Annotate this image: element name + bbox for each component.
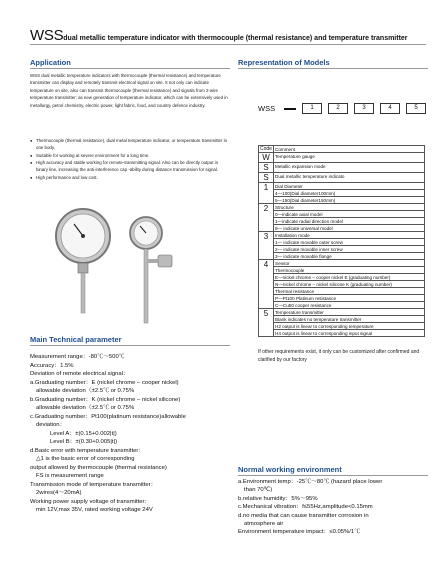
code-cell: W bbox=[259, 153, 274, 163]
technical-list bbox=[30, 353, 240, 515]
spec-line: d.no media that can cause transmitter corrosion in bbox=[238, 512, 369, 519]
table-row bbox=[259, 190, 425, 197]
feature-list bbox=[30, 138, 230, 183]
gauge-photo-universal bbox=[128, 213, 176, 325]
comment-cell: 1— indicate movable outer screw bbox=[274, 239, 425, 246]
table-row bbox=[259, 246, 425, 253]
code-cell: 3 bbox=[259, 232, 274, 260]
title-text: dual metallic temperature indicator with thermocouple (thermal resistance) and temperature transmitter bbox=[63, 35, 408, 42]
environment-heading: Normal working environment bbox=[238, 465, 342, 474]
table-row bbox=[259, 260, 425, 267]
comment-cell: Metallic expansion mode bbox=[274, 163, 425, 173]
spec-line: Environment temperature impact：≤0.05%/1℃ bbox=[238, 529, 361, 536]
table-row bbox=[259, 309, 425, 316]
comment-cell: Installation mode bbox=[274, 232, 425, 239]
spec-line: d.Basic error with temperature transmitter： bbox=[30, 447, 145, 454]
spec-line: Accuracy：1.5% bbox=[30, 362, 74, 369]
code-cell: 5 bbox=[259, 309, 274, 337]
table-row bbox=[259, 302, 425, 309]
table-row bbox=[259, 274, 425, 281]
model-box: 4 bbox=[380, 103, 400, 114]
spec-line: atmosphere air bbox=[244, 521, 284, 528]
table-header-row bbox=[259, 146, 425, 153]
feature-item: ● Suitable for working at severe environment for a long time. bbox=[30, 153, 230, 160]
table-row bbox=[259, 204, 425, 211]
custom-note: If other requirements exist, it only can be customized after confirmed and clarified by our factory bbox=[258, 349, 420, 363]
feature-item: ● High accuracy and stable working for remote-transmitting signal. Also can be directly output in binary line, increasing the anti-interference cap -ability during distance transmission for signal. bbox=[30, 160, 230, 174]
table-row bbox=[259, 323, 425, 330]
spec-line: Level A：±(0.15+0.002|t|) bbox=[50, 430, 117, 437]
spec-line: Working power supply voltage of transmitter: bbox=[30, 498, 147, 505]
spec-line: Transmission mode of temperature transmitter： bbox=[30, 481, 157, 488]
page-title bbox=[30, 27, 440, 45]
model-box: 2 bbox=[328, 103, 348, 114]
models-divider bbox=[238, 68, 428, 69]
table-row bbox=[259, 163, 425, 173]
comment-cell: E—nickel chrome – cooper nickel E (graduating number) bbox=[274, 274, 425, 281]
comment-cell: H4 output is linear to corresponding input signal bbox=[274, 330, 425, 337]
gauge-photo-axial bbox=[52, 205, 114, 315]
code-cell: 2 bbox=[259, 204, 274, 232]
code-cell: 1 bbox=[259, 183, 274, 204]
spec-line: Measurement range：-80℃～500℃ bbox=[30, 354, 125, 360]
table-row bbox=[259, 253, 425, 260]
spec-line: 2wires(4～20mA) bbox=[36, 490, 82, 496]
comment-cell: 4—100(Dial diameter100mm) bbox=[274, 190, 425, 197]
title-divider bbox=[30, 44, 426, 45]
table-row bbox=[259, 183, 425, 190]
title-code: WSS bbox=[30, 27, 64, 44]
header-comment: Comment bbox=[274, 146, 425, 153]
spec-line: Level B：±(0.30+0.005|t|) bbox=[50, 439, 118, 445]
application-divider bbox=[30, 68, 230, 69]
environment-divider bbox=[238, 475, 428, 476]
code-table bbox=[258, 145, 425, 337]
spec-line: b.Graduating number：K (nickel chrome – nickel silicone) bbox=[30, 396, 181, 403]
table-row bbox=[259, 330, 425, 337]
comment-cell: Temperature gauge bbox=[274, 153, 425, 163]
application-heading: Application bbox=[30, 58, 71, 67]
model-dash bbox=[284, 108, 296, 110]
comment-cell: Dial Diameter bbox=[274, 183, 425, 190]
spec-line: output allowed by thermocouple (thermal resistance) bbox=[30, 464, 167, 471]
technical-divider bbox=[30, 345, 230, 346]
comment-cell: 5—150(Dial diameter150mm) bbox=[274, 197, 425, 204]
comment-cell: 0—indicate axial model bbox=[274, 211, 425, 218]
table-row bbox=[259, 288, 425, 295]
table-row bbox=[259, 295, 425, 302]
table-row bbox=[259, 316, 425, 323]
table-row bbox=[259, 153, 425, 163]
spec-line: b.relative humidity：5%～95% bbox=[238, 495, 318, 502]
table-row bbox=[259, 211, 425, 218]
comment-cell: C—Cu50 cooper resistance bbox=[274, 302, 425, 309]
spec-line: deviation： bbox=[36, 422, 66, 428]
comment-cell: Dual metallic temperature indicato bbox=[274, 173, 425, 183]
comment-cell: Blank indicates no temperature transmitter bbox=[274, 316, 425, 323]
comment-cell: Thermal resistance bbox=[274, 288, 425, 295]
model-code: WSS bbox=[258, 104, 276, 113]
spec-line: min 12V,max 35V, rated working voltage 24V bbox=[36, 507, 153, 513]
code-cell: 4 bbox=[259, 260, 274, 309]
comment-cell: 2— indicate movable inner screw bbox=[274, 246, 425, 253]
application-paragraph: WSS dual metallic temperature indicators with thermocouple (thermal resistance) and temperature transmitter can display and remotely transmit electrical signal on site. It not only can indicate temperature on site, also can transmit thermocouple (thermal resistance) and signals from 2-wire temperature transmitter; as new generation of temperature indicator, which can be extensively used in metallurgy, petrol chemistry, electric power, light fabric, food, and country defence industry. bbox=[30, 73, 228, 108]
header-code: Code bbox=[260, 145, 272, 152]
comment-cell: 8— indicate universal model bbox=[274, 225, 425, 232]
model-box: 3 bbox=[354, 103, 374, 114]
spec-line: allowable deviation（±2.5℃ or 0.75% bbox=[36, 405, 135, 411]
table-row bbox=[259, 239, 425, 246]
spec-line: △1 is the basic error of corresponding bbox=[36, 456, 135, 462]
spec-line: than 70℃) bbox=[244, 487, 273, 494]
comment-cell: Temperature transmitter bbox=[274, 309, 425, 316]
table-row bbox=[259, 225, 425, 232]
models-heading: Representation of Models bbox=[238, 58, 330, 67]
spec-line: a.Environment temp：-25℃～80℃ (hazard place lower bbox=[238, 479, 383, 485]
technical-heading: Main Technical parameter bbox=[30, 335, 122, 344]
comment-cell: P—Pt100 Platinum resistance bbox=[274, 295, 425, 302]
table-row bbox=[259, 218, 425, 225]
table-row bbox=[259, 232, 425, 239]
comment-cell: Sensor bbox=[274, 260, 425, 267]
spec-line: Deviation of remote electrical signal： bbox=[30, 371, 129, 377]
feature-item: ● High performance and low cost. bbox=[30, 175, 230, 182]
comment-cell: 1—indicate radial direction model bbox=[274, 218, 425, 225]
feature-item: ● Thermocouple (thermal resistance), dual metal temperature indicator, or temperature transmitter in one body. bbox=[30, 138, 230, 152]
spec-line: allowable deviation（±2.5℃ or 0.75% bbox=[36, 388, 135, 394]
code-cell: S bbox=[259, 163, 274, 173]
table-row bbox=[259, 281, 425, 288]
model-box: 5 bbox=[406, 103, 426, 114]
code-cell: S bbox=[259, 173, 274, 183]
comment-cell: H2 output is linear to corresponding temperature bbox=[274, 323, 425, 330]
comment-cell: 3— indicate movable flange bbox=[274, 253, 425, 260]
model-box: 1 bbox=[302, 103, 322, 114]
spec-line: c.Graduating number：Pt100(platinum resistance)allowable bbox=[30, 413, 186, 420]
table-row bbox=[259, 197, 425, 204]
comment-cell: Thermocouple bbox=[274, 267, 425, 274]
spec-line: FS is measurement range bbox=[36, 473, 104, 479]
spec-line: c.Mechanical vibration：f≤55Hz,amplitude<0.15mm bbox=[238, 504, 373, 511]
environment-list bbox=[238, 478, 438, 537]
comment-cell: N—nickel chrome – nickel silicone K (graduating number) bbox=[274, 281, 425, 288]
spec-line: a.Graduating number：E (nickel chrome – cooper nickel) bbox=[30, 379, 179, 386]
table-row bbox=[259, 267, 425, 274]
table-row bbox=[259, 173, 425, 183]
comment-cell: Structure bbox=[274, 204, 425, 211]
